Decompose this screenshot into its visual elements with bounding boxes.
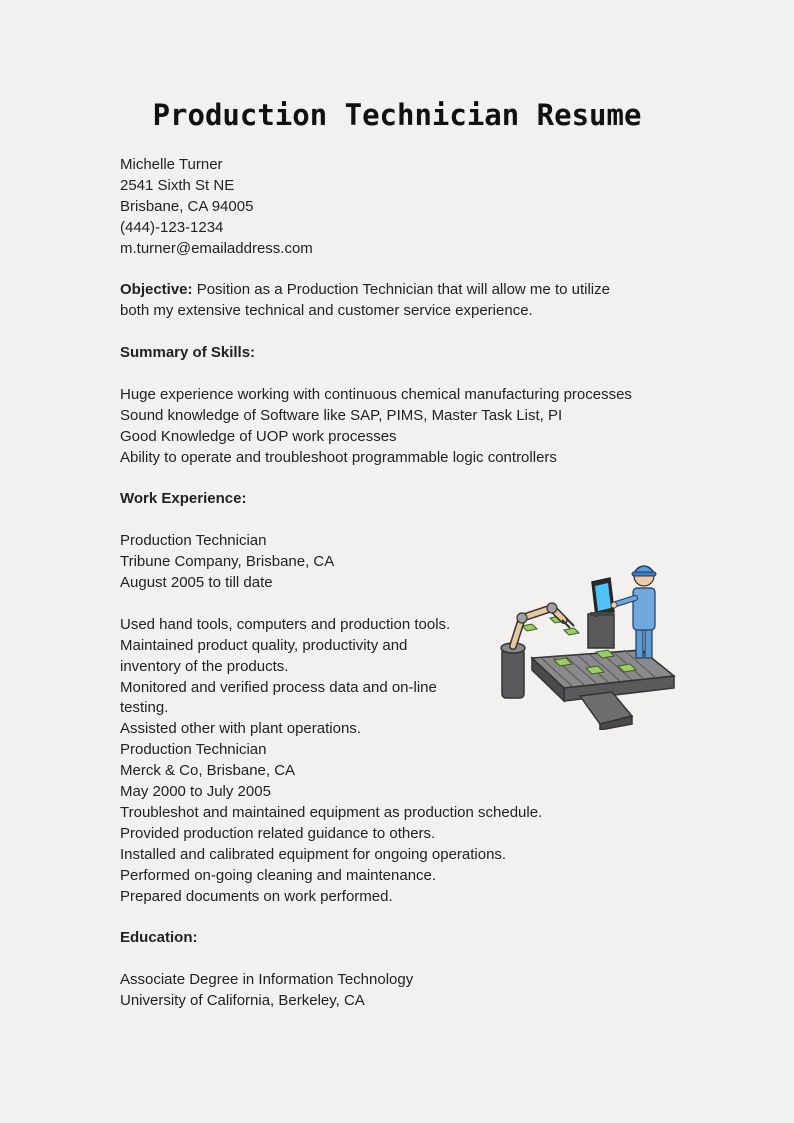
- skills-heading: Summary of Skills:: [120, 344, 256, 362]
- objective-label: Objective:: [120, 281, 193, 299]
- job1-dates: August 2005 to till date: [120, 574, 273, 592]
- job2-dates: May 2000 to July 2005: [120, 783, 271, 801]
- job2-company: Merck & Co, Brisbane, CA: [120, 762, 296, 780]
- contact-email: m.turner@emailaddress.com: [120, 239, 313, 257]
- skill-item: Sound knowledge of Software like SAP, PIMS, Master Task List, PI: [120, 406, 563, 424]
- job2-duty: Performed on-going cleaning and maintenance.: [120, 866, 437, 884]
- job1-company: Tribune Company, Brisbane, CA: [120, 553, 335, 571]
- job2-duty: Troubleshot and maintained equipment as production schedule.: [120, 804, 543, 821]
- job1-duty: inventory of the products.: [120, 657, 289, 675]
- contact-phone: (444)-123-1234: [120, 218, 224, 236]
- skill-item: Ability to operate and troubleshoot programmable logic controllers: [120, 448, 557, 466]
- job2-duty: Provided production related guidance to others.: [120, 824, 436, 842]
- education-degree: Associate Degree in Information Technology: [120, 971, 414, 989]
- job1-duty: Assisted other with plant operations.: [120, 720, 361, 738]
- job2-duty: Prepared documents on work performed.: [120, 887, 393, 905]
- conveyor-icon: [532, 650, 674, 730]
- skill-item: Huge experience working with continuous chemical manufacturing processes: [120, 385, 632, 403]
- technician-icon: [611, 566, 656, 658]
- job2-title: Production Technician: [120, 741, 267, 759]
- job1-duty: testing.: [120, 699, 169, 717]
- page-title: Production Technician Resume: [152, 98, 642, 132]
- skill-item: Good Knowledge of UOP work processes: [120, 427, 397, 445]
- computer-terminal-icon: [588, 578, 614, 648]
- contact-name: Michelle Turner: [120, 156, 223, 173]
- job1-duty: Used hand tools, computers and production tools.: [120, 615, 451, 633]
- job1-title: Production Technician: [120, 532, 267, 550]
- job1-duty: Maintained product quality, productivity and: [120, 636, 408, 654]
- contact-city: Brisbane, CA 94005: [120, 197, 254, 215]
- contact-street: 2541 Sixth St NE: [120, 176, 235, 194]
- job2-duty: Installed and calibrated equipment for ongoing operations.: [120, 845, 507, 863]
- job1-duty: Monitored and verified process data and on-line: [120, 678, 437, 696]
- production-technician-illustration: [492, 548, 678, 730]
- objective-text: Position as a Production Technician that will allow me to utilize: [192, 281, 610, 299]
- education-school: University of California, Berkeley, CA: [120, 992, 365, 1010]
- objective-text-continued: both my extensive technical and customer service experience.: [120, 302, 533, 320]
- experience-heading: Work Experience:: [120, 490, 247, 508]
- objective-line: [120, 280, 720, 301]
- education-heading: Education:: [120, 929, 198, 947]
